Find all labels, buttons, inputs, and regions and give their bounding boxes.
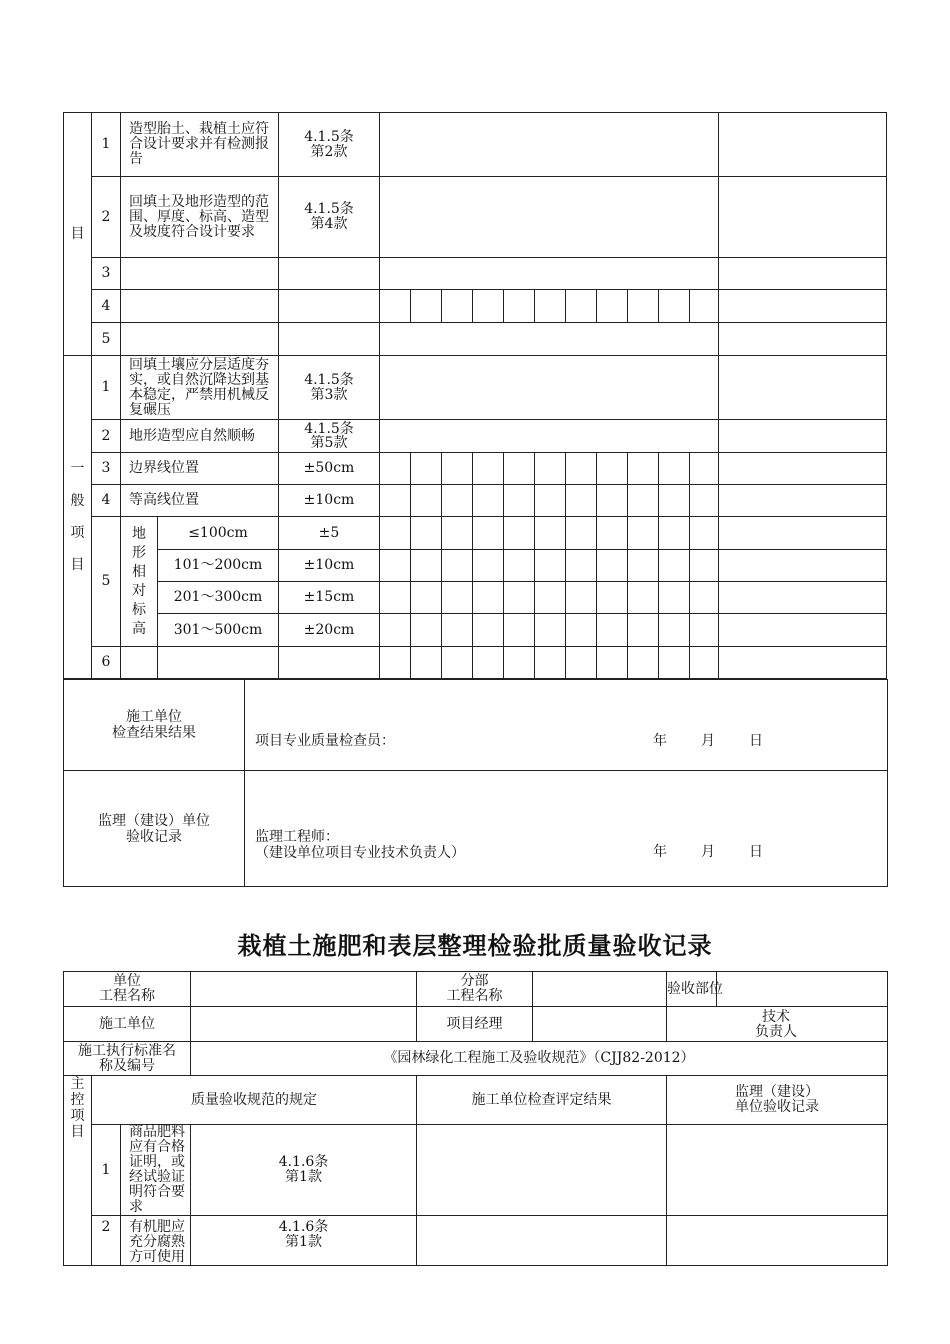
measure-cell[interactable] [535,453,566,485]
measure-cell[interactable] [659,582,690,614]
item-description: 边界线位置 [121,453,279,485]
standard-name-label: 施工执行标准名 称及编号 [64,1042,191,1076]
row-number: 3 [92,258,121,290]
measure-cell[interactable] [628,550,659,582]
measure-cell[interactable] [473,647,504,679]
supervision-cell[interactable] [719,323,887,356]
measure-cell[interactable] [473,485,504,517]
elevation-range: 101～200cm [158,550,279,582]
measure-cell[interactable] [628,517,659,550]
month-label: 月 [701,733,715,749]
result-cell[interactable] [417,1125,667,1216]
main-items-side-text: 目 [70,226,85,242]
item-description: 商品肥料应有合格证明，或经试验证明符合要求 [121,1125,191,1216]
standard-name-value: 《园林绿化工程施工及验收规范》（CJJ82-2012） [191,1042,888,1076]
measure-cell[interactable] [597,485,628,517]
supervision-cell[interactable] [719,647,887,679]
spec-header: 质量验收规范的规定 [92,1076,417,1125]
measure-cell[interactable] [628,614,659,647]
item-description: 等高线位置 [121,485,279,517]
inspection-table-continued [63,112,887,679]
measure-cell[interactable] [597,453,628,485]
standard-clause: 4.1.5条 第5款 [279,420,380,453]
measure-cell[interactable] [659,453,690,485]
measure-cell[interactable] [380,290,411,323]
measure-cell[interactable] [504,647,535,679]
measure-cell[interactable] [566,517,597,550]
measure-cell[interactable] [473,550,504,582]
standard-clause[interactable] [279,647,380,679]
row-number: 5 [92,517,121,647]
measure-cell[interactable] [566,582,597,614]
measure-cell[interactable] [504,582,535,614]
measure-cell[interactable] [535,550,566,582]
measure-cell[interactable] [628,647,659,679]
main-control-label: 主控项目 [70,1076,85,1140]
measure-cell[interactable] [380,517,411,550]
standard-clause: 4.1.6条 第1款 [191,1125,417,1216]
row-number: 4 [92,290,121,323]
elevation-label: 地形相对标高 [132,525,146,637]
row-number: 5 [92,323,121,356]
result-cell[interactable] [380,258,719,290]
measure-cell[interactable] [473,517,504,550]
measure-cell[interactable] [411,485,442,517]
measure-cell[interactable] [504,485,535,517]
measure-cell[interactable] [380,614,411,647]
measure-cell[interactable] [628,453,659,485]
supervision-engineer-label: 监理工程师： （建设单位项目专业技术负责人） [255,829,465,861]
measure-cell[interactable] [473,453,504,485]
day-label: 日 [749,733,763,749]
supervision-record-label: 监理（建设）单位 验收记录 [64,771,245,887]
measure-cell[interactable] [442,647,473,679]
measure-cell[interactable] [597,614,628,647]
elevation-range: ≤100cm [158,517,279,550]
measure-cell[interactable] [690,453,719,485]
measure-cell[interactable] [690,614,719,647]
year-label: 年 [653,844,667,860]
measure-cell[interactable] [659,614,690,647]
measure-cell[interactable] [659,647,690,679]
elevation-label-cell [121,517,158,647]
elevation-range: 201～300cm [158,582,279,614]
construction-unit-field[interactable] [191,1007,417,1042]
measure-cell[interactable] [442,582,473,614]
project-manager-field[interactable] [533,1007,667,1042]
measure-cell[interactable] [442,485,473,517]
measure-cell[interactable] [411,290,442,323]
measure-cell[interactable] [504,614,535,647]
supervision-cell[interactable] [667,1216,888,1266]
measure-cell[interactable] [690,485,719,517]
row-number: 2 [92,420,121,453]
standard-clause[interactable] [279,290,380,323]
measure-cell[interactable] [597,517,628,550]
measure-cell[interactable] [566,453,597,485]
measure-cell[interactable] [411,647,442,679]
measure-cell[interactable] [566,614,597,647]
measure-cell[interactable] [473,614,504,647]
measure-cell[interactable] [690,550,719,582]
item-description[interactable] [158,647,279,679]
measure-cell[interactable] [690,647,719,679]
measure-cell[interactable] [504,550,535,582]
general-items-side-text: 一般项目 [70,461,85,573]
supervision-cell[interactable] [667,1125,888,1216]
measure-cell[interactable] [566,485,597,517]
standard-clause[interactable] [279,323,380,356]
row-number: 1 [92,356,121,420]
measure-cell[interactable] [659,485,690,517]
supervision-cell[interactable] [719,485,887,517]
project-manager-label: 项目经理 [417,1007,533,1042]
row-number: 6 [92,647,121,679]
measure-cell[interactable] [442,453,473,485]
sub-project-name-field[interactable] [533,972,667,1007]
measure-cell[interactable] [535,647,566,679]
item-description: 地形造型应自然顺畅 [121,420,279,453]
measure-cell[interactable] [535,582,566,614]
supervision-cell[interactable] [719,290,887,323]
measure-cell[interactable] [442,550,473,582]
signature-table [63,679,888,887]
supervision-cell[interactable] [719,356,887,420]
measure-cell[interactable] [473,582,504,614]
supervision-header: 监理（建设） 单位验收记录 [667,1076,888,1125]
measure-cell[interactable] [504,517,535,550]
measure-cell[interactable] [535,485,566,517]
measure-cell[interactable] [442,517,473,550]
item-description: 造型胎土、栽植土应符合设计要求并有检测报告 [121,113,279,177]
measure-cell[interactable] [411,550,442,582]
tech-lead-label: 技术 负责人 [755,1009,797,1040]
item-description: 有机肥应充分腐熟方可使用 [121,1216,191,1266]
elevation-range: 301～500cm [158,614,279,647]
measure-cell[interactable] [566,550,597,582]
standard-clause: 4.1.5条 第4款 [279,177,380,258]
month-label: 月 [701,844,715,860]
measure-cell[interactable] [473,290,504,323]
measure-cell[interactable] [659,550,690,582]
measure-cell[interactable] [504,290,535,323]
measure-cell[interactable] [380,550,411,582]
item-description[interactable] [121,290,279,323]
unit-project-name-field[interactable] [191,972,417,1007]
acceptance-part-cell[interactable] [667,972,888,1007]
measure-cell[interactable] [535,614,566,647]
row-number: 3 [92,453,121,485]
general-items-side-label [64,356,92,679]
measure-cell[interactable] [566,647,597,679]
result-cell[interactable] [380,113,719,177]
day-label: 日 [749,844,763,860]
measure-cell[interactable] [411,453,442,485]
supervision-cell[interactable] [719,550,887,582]
measure-cell[interactable] [597,582,628,614]
supervision-sign-area[interactable] [245,771,888,887]
construction-check-label: 施工单位 检查结果结果 [64,680,245,771]
result-cell[interactable] [380,420,719,453]
acceptance-part-label: 验收部位 [667,981,723,997]
result-cell[interactable] [380,177,719,258]
measure-cell[interactable] [380,453,411,485]
row-number: 2 [92,177,121,258]
standard-clause: 4.1.5条 第3款 [279,356,380,420]
quality-inspector-label: 项目专业质量检查员： [255,733,395,749]
sub-project-name-label: 分部 工程名称 [417,972,533,1007]
standard-tolerance: ±10cm [279,485,380,517]
row-number: 2 [92,1216,121,1266]
main-control-label-cell [64,1076,92,1266]
fertilization-acceptance-table [63,971,888,1266]
measure-cell[interactable] [628,582,659,614]
standard-tolerance: ±15cm [279,582,380,614]
measure-cell[interactable] [597,290,628,323]
unit-project-name-label: 单位 工程名称 [64,972,191,1007]
result-cell[interactable] [380,323,719,356]
supervision-cell[interactable] [719,614,887,647]
form-title: 栽植土施肥和表层整理检验批质量验收记录 [237,932,713,960]
measure-cell[interactable] [442,614,473,647]
result-cell[interactable] [380,356,719,420]
supervision-cell[interactable] [719,177,887,258]
standard-clause: 4.1.5条 第2款 [279,113,380,177]
supervision-cell[interactable] [719,113,887,177]
supervision-cell[interactable] [719,453,887,485]
measure-cell[interactable] [380,647,411,679]
supervision-cell[interactable] [719,517,887,550]
result-cell[interactable] [417,1216,667,1266]
measure-cell[interactable] [411,582,442,614]
measure-cell[interactable] [535,517,566,550]
measure-cell[interactable] [380,582,411,614]
measure-cell[interactable] [659,517,690,550]
supervision-cell[interactable] [719,582,887,614]
standard-clause: 4.1.6条 第1款 [191,1216,417,1266]
supervision-cell[interactable] [719,258,887,290]
result-header: 施工单位检查评定结果 [417,1076,667,1125]
row-number: 1 [92,113,121,177]
measure-cell[interactable] [690,582,719,614]
row-number: 1 [92,1125,121,1216]
measure-cell[interactable] [566,290,597,323]
measure-cell[interactable] [504,453,535,485]
standard-tolerance: ±10cm [279,550,380,582]
supervision-cell[interactable] [719,420,887,453]
measure-cell[interactable] [442,290,473,323]
standard-clause[interactable] [279,258,380,290]
measure-cell[interactable] [659,290,690,323]
measure-cell[interactable] [628,290,659,323]
measure-cell[interactable] [411,614,442,647]
measure-cell[interactable] [628,485,659,517]
standard-tolerance: ±20cm [279,614,380,647]
item-description[interactable] [121,647,158,679]
standard-tolerance: ±50cm [279,453,380,485]
row-number: 4 [92,485,121,517]
measure-cell[interactable] [690,290,719,323]
item-description: 回填土壤应分层适度夯实，或自然沉降达到基本稳定，严禁用机械反复碾压 [121,356,279,420]
year-label: 年 [653,733,667,749]
item-description[interactable] [121,323,279,356]
main-items-side-label [64,113,92,356]
measure-cell[interactable] [535,290,566,323]
tech-lead-cell[interactable] [667,1007,888,1042]
item-description[interactable] [121,258,279,290]
construction-unit-label: 施工单位 [64,1007,191,1042]
item-description: 回填土及地形造型的范围、厚度、标高、造型及坡度符合设计要求 [121,177,279,258]
measure-cell[interactable] [597,550,628,582]
measure-cell[interactable] [380,485,411,517]
construction-sign-area[interactable] [245,680,888,771]
measure-cell[interactable] [597,647,628,679]
measure-cell[interactable] [690,517,719,550]
standard-tolerance: ±5 [279,517,380,550]
measure-cell[interactable] [411,517,442,550]
